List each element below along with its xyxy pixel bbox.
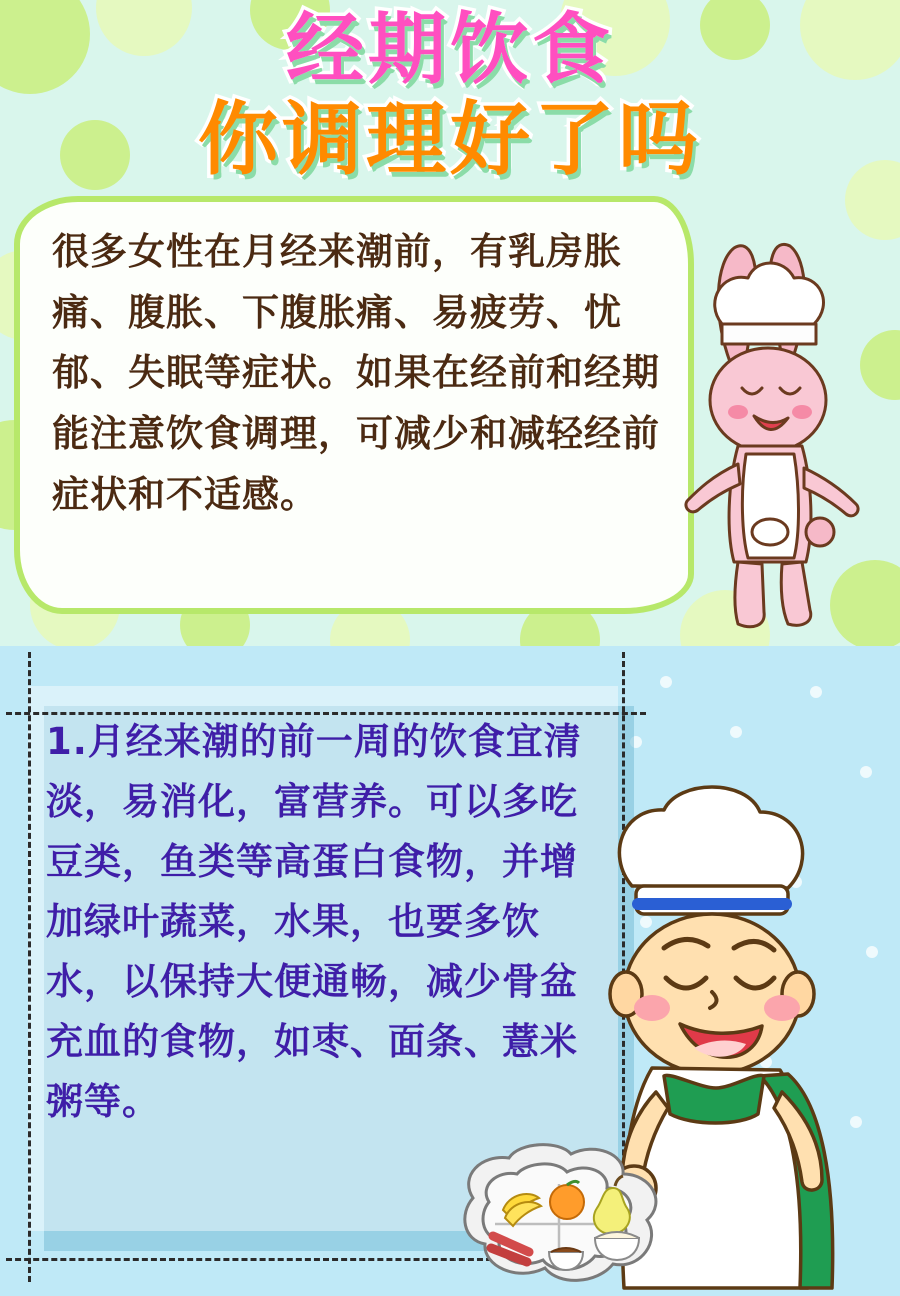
food-plate-illustration — [455, 1140, 685, 1290]
title-line-1: 经期饮食 — [285, 5, 614, 95]
page-title — [0, 5, 900, 186]
top-paragraph: 很多女性在月经来潮前，有乳房胀痛、腹胀、下腹胀痛、易疲劳、忧郁、失眠等症状。如果在经前和经期能注意饮食调理，可减少和减轻经前症状和不适感。 — [52, 230, 660, 516]
dashed-line-left — [28, 652, 31, 1282]
top-panel — [0, 0, 900, 646]
bottom-panel — [0, 646, 900, 1296]
rabbit-chef-illustration — [642, 232, 882, 632]
bottom-paragraph: 1.月经来潮的前一周的饮食宜清淡，易消化，富营养。可以多吃豆类，鱼类等高蛋白食物，并增加绿叶蔬菜，水果，也要多饮水，以保持大便通畅，减少骨盆充血的食物，如枣、面条、薏米粥等。 — [46, 720, 582, 1123]
title-line-2: 你调理好了吗 — [198, 92, 702, 186]
